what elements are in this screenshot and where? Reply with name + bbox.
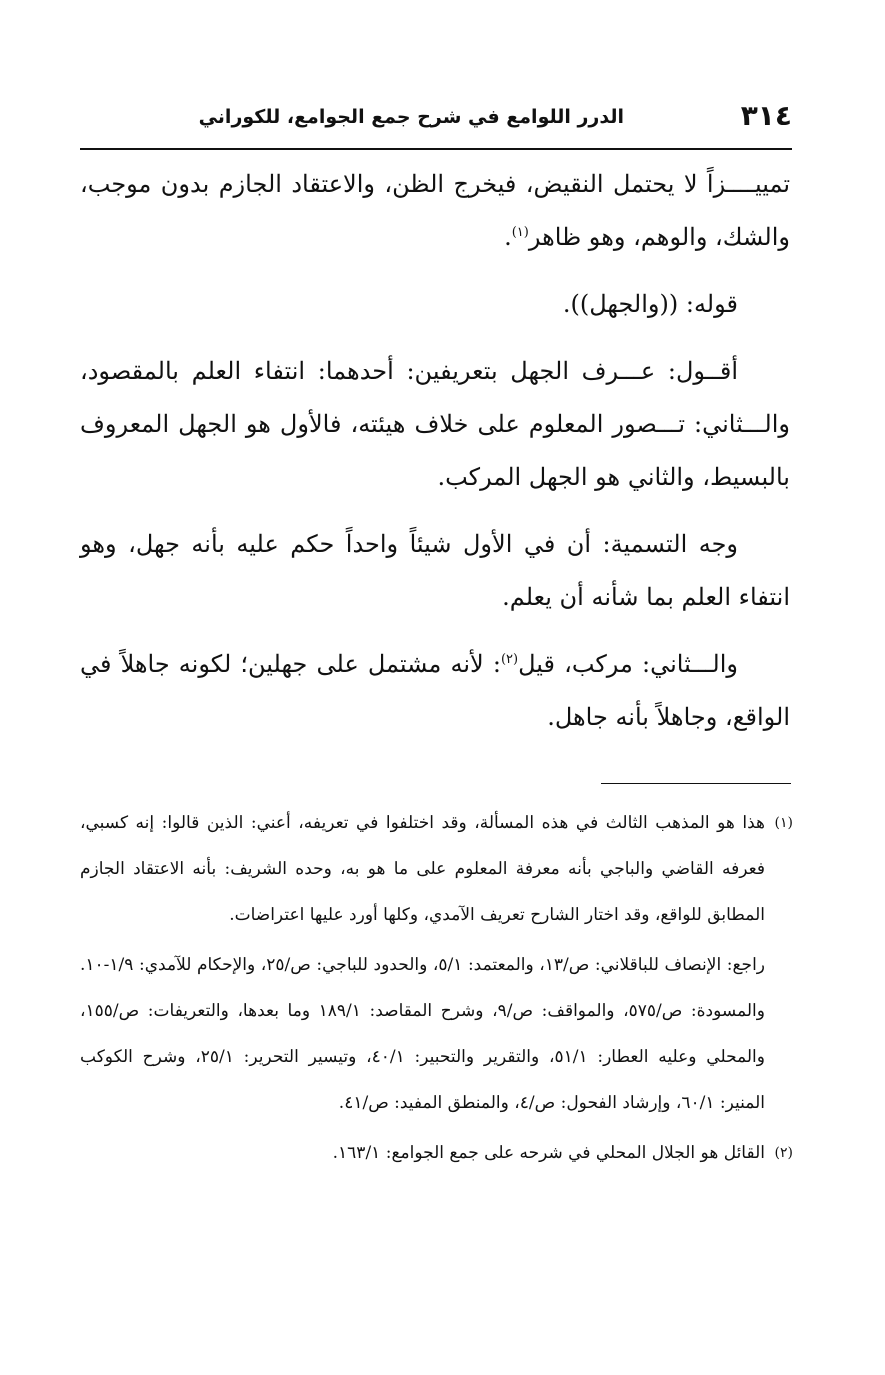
paragraph-1-end: . [504,223,512,251]
header-rule [80,148,792,150]
paragraph-2: قوله: ((والجهل)). [562,290,738,318]
paragraph-1 [80,158,790,264]
main-text [80,158,790,758]
paragraph-3: أقــول: عـــرف الجهل بتعريفين: أحدهما: انتفاء العلم بالمقصود، والـــثاني: تـــصور المعلوم على خلاف هيئته، فالأول هو الجهل المعروف بالبسيط، والثاني هو الجهل المركب. [80,357,790,491]
footnote-separator [601,783,791,784]
footnote-ref-2[interactable]: (٢) [500,652,519,667]
running-title: الدرر اللوامع في شرح جمع الجوامع، للكوراني [198,106,624,128]
page-header [80,96,792,140]
footnote-ref-1[interactable]: (١) [511,225,529,240]
paragraph-1-text: تمييــــزاً لا يحتمل النقيض، فيخرج الظن، والاعتقاد الجازم بدون موجب، والشك، والوهم، وهو ظاهر [80,170,790,251]
footnote-1 [80,800,793,938]
paragraph-5 [80,638,790,744]
footnote-2-number: (٢) [774,1145,793,1161]
footnote-1-references: راجع: الإنصاف للباقلاني: ص/١٣، والمعتمد: ٥/١، والحدود للباجي: ص/٢٥، والإحكام للآمدي: ١/٩-١٠. والمسودة: ص/٥٧٥، والمواقف: ص/٩، وشرح المقاصد: ١٨٩/١ وما بعدها، والتعريفات: ص/١٥٥، والمحلي وعليه العطار: ٥١/١، والتقرير والتحبير: ٤٠/١، وتيسير التحرير: ٢٥/١، وشرح الكوكب المنير: ٦٠/١، وإرشاد الفحول: ص/٤، والمنطق المفيد: ص/٤١. [80,955,765,1113]
footnote-1-text: هذا هو المذهب الثالث في هذه المسألة، وقد اختلفوا في تعريفه، أعني: الذين قالوا: إنه كسبي، فعرفه القاضي والباجي بأنه معرفة المعلوم على ما هو به، وحده الشريف: بأنه الاعتقاد الجازم المطابق للواقع، وقد اختار الشارح تعريف الآمدي، وكلها أورد عليها اعتراضات. [80,813,765,925]
footnotes [80,800,793,1180]
page-number: ٣١٤ [740,99,792,132]
footnote-2 [80,1130,793,1176]
footnote-1-number: (١) [774,815,793,831]
paragraph-4: وجه التسمية: أن في الأول شيئاً واحداً حكم عليه بأنه جهل، وهو انتفاء العلم بما شأنه أن يعلم. [80,530,790,611]
paragraph-5-start: والـــثاني: مركب، قيل [518,650,738,678]
footnote-2-text: القائل هو الجلال المحلي في شرحه على جمع الجوامع: ١٦٣/١. [332,1143,765,1163]
paragraph-5-rest: : لأنه مشتمل على جهلين؛ لكونه جاهلاً في الواقع، وجاهلاً بأنه جاهل. [80,650,790,731]
